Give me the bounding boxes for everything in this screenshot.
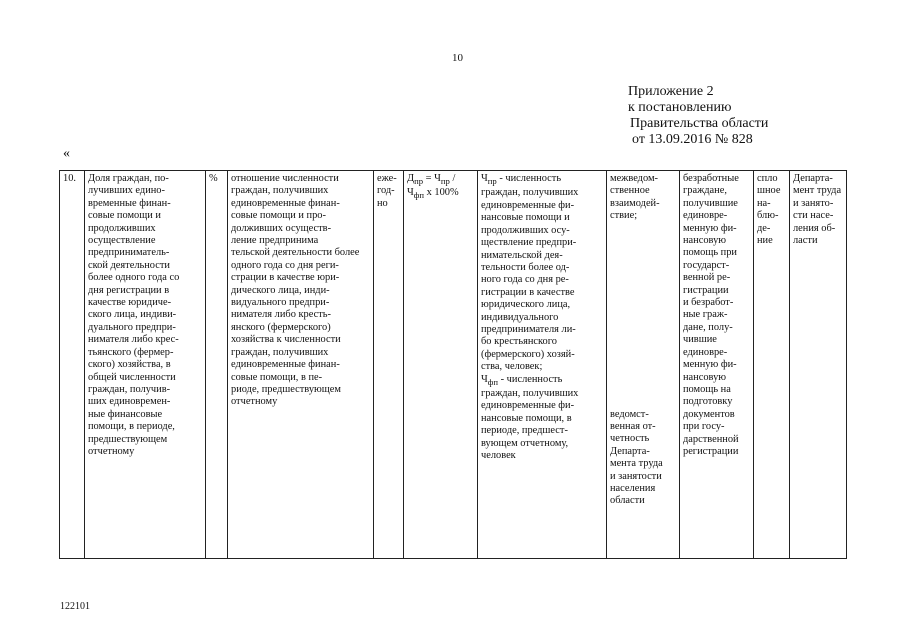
indicator-name-cell: [85, 171, 206, 559]
method-line: Департа-: [610, 445, 650, 457]
definition-cell: [228, 171, 374, 559]
responsible-line: мент труда: [793, 185, 842, 197]
object-line: венной ре-: [683, 272, 731, 284]
variable-a-line: гистрации в качестве: [481, 286, 575, 298]
indicator-name-line: дуального предпри-: [88, 321, 176, 333]
object-line: менную фи-: [683, 359, 737, 371]
object-line: при госу-: [683, 421, 725, 433]
variable-a-line: (фермерского) хозяй-: [481, 348, 575, 360]
object-line: документов: [683, 408, 735, 420]
observation-line: ние: [757, 235, 773, 247]
indicator-table: [59, 170, 847, 559]
indicator-name-line: лучивших едино-: [88, 185, 165, 197]
method-line: четность: [610, 433, 650, 445]
object-line: получившие: [683, 197, 738, 209]
formula: $Д_{пр} = Ч_{пр}$ /: [407, 173, 456, 187]
definition-line: единовременные финан-: [231, 359, 340, 371]
periodicity-line: год-: [377, 185, 395, 197]
object-line: единовре-: [683, 210, 728, 222]
observation-line: блю-: [757, 210, 779, 222]
definition-line: нимателя либо кресть-: [231, 309, 331, 321]
unit-cell: [206, 171, 228, 559]
object-line: помощь на: [683, 383, 731, 395]
row-number-cell: [60, 171, 85, 559]
variable-subscript: пр: [487, 176, 497, 187]
variable-a-line: нансовые помощи и: [481, 212, 570, 224]
definition-line: янского (фермерского): [231, 321, 331, 333]
appendix-government: Правительства области: [630, 116, 769, 131]
indicator-name-line: осуществление: [88, 235, 156, 247]
method-line: области: [610, 495, 645, 507]
table-row: [60, 171, 847, 559]
definition-line: видуального предпри-: [231, 297, 330, 309]
indicator-name-line: совые помощи и: [88, 210, 161, 222]
definition-line: единовременные финан-: [231, 197, 340, 209]
data-method-cell: [607, 171, 680, 559]
variable-a-line: юридического лица,: [481, 299, 571, 311]
method-line: мента труда: [610, 458, 663, 470]
variable-a-description: [481, 173, 604, 374]
indicator-name-line: качестве юридиче-: [88, 297, 172, 309]
observation-cell: [754, 171, 790, 559]
variable-b-line: нансовые помощи, в: [481, 412, 572, 424]
object-line: граждане,: [683, 185, 727, 197]
object-line: и безработ-: [683, 297, 734, 309]
page-number: 10: [452, 52, 463, 64]
indicator-name-line: продолживших: [88, 222, 156, 234]
method-line: межведом-: [610, 173, 659, 184]
object-line: нансовую: [683, 235, 727, 247]
indicator-name-line: общей численности: [88, 371, 176, 383]
variable-a-line: тельности более од-: [481, 261, 570, 273]
definition-line: тельской деятельности более: [231, 247, 360, 259]
variable-b-line: периоде, предшест-: [481, 425, 568, 437]
object-line: гистрации: [683, 284, 729, 296]
variable-b-description: [481, 374, 604, 463]
object-line: помощь при: [683, 247, 737, 259]
variable-b-line: граждан, получивших: [481, 388, 579, 400]
object-cell: [680, 171, 754, 559]
object-line: ные граж-: [683, 309, 728, 321]
object-line: дане, полу-: [683, 321, 733, 333]
responsible-line: ласти: [793, 235, 818, 247]
opening-quote: «: [63, 146, 70, 161]
unit-value: %: [209, 173, 218, 184]
indicator-name-line: тьянского (фермер-: [88, 346, 174, 358]
indicator-name-line: предприниматель-: [88, 247, 170, 259]
responsible-line: и занято-: [793, 197, 834, 209]
definition-line: долживших осуществ-: [231, 222, 332, 234]
definition-line: отношение численности: [231, 173, 339, 184]
object-line: дарственной: [683, 433, 739, 445]
responsible-line: Департа-: [793, 173, 833, 184]
row-number: 10.: [63, 173, 76, 184]
definition-line: граждан, получивших: [231, 185, 329, 197]
indicator-name-line: ные финансовые: [88, 408, 163, 420]
variable-a-line: ного года со дня ре-: [481, 274, 569, 286]
spacer: [610, 223, 677, 409]
indicator-name-line: предшествующем: [88, 433, 168, 445]
responsible-line: сти насе-: [793, 210, 834, 222]
indicator-name-line: граждан, получив-: [88, 383, 171, 395]
indicator-name-line: нимателя либо крес-: [88, 334, 179, 346]
object-line: чившие: [683, 334, 717, 346]
periodicity-line: но: [377, 197, 388, 209]
method-line: ведомст-: [610, 408, 649, 420]
variable-a-line: ществление предпри-: [481, 237, 577, 249]
definition-line: ление предпринима: [231, 235, 319, 247]
definition-line: совые помощи и про-: [231, 210, 326, 222]
indicator-name-line: отчетному: [88, 445, 135, 457]
variable-a-line: предпринимателя ли-: [481, 323, 576, 335]
appendix-title: Приложение 2: [628, 84, 714, 99]
indicator-name-line: дня регистрации в: [88, 284, 170, 296]
method-line: ственное: [610, 185, 650, 197]
periodicity-cell: [374, 171, 404, 559]
method-line: венная от-: [610, 421, 656, 433]
method-interagency: [610, 173, 677, 223]
indicator-name-line: ших единовремен-: [88, 396, 171, 408]
responsible-cell: [790, 171, 847, 559]
object-line: нансовую: [683, 371, 727, 383]
object-line: государст-: [683, 259, 730, 271]
indicator-name-line: ского) хозяйства, в: [88, 359, 171, 371]
definition-line: граждан, получивших: [231, 346, 329, 358]
variable-a-line: единовременные фи-: [481, 199, 575, 211]
indicator-name-line: Доля граждан, по-: [88, 173, 169, 184]
indicator-name-line: ской деятельности: [88, 259, 170, 271]
method-line: населения: [610, 483, 656, 495]
formula-line-2: $Ч_{фп}$ х 100%: [407, 187, 459, 201]
variable-b-line: единовременные фи-: [481, 400, 575, 412]
method-line: взаимодей-: [610, 197, 660, 209]
definition-line: риоде, предшествующем: [231, 383, 341, 395]
variable-a-line: индивидуального: [481, 311, 559, 323]
observation-line: спло: [757, 173, 778, 184]
variable-b-line: человек: [481, 450, 516, 462]
variable-a-line: $Ч_{пр}$ - численность: [481, 173, 562, 187]
responsible-line: ления об-: [793, 222, 836, 234]
indicator-name-line: помощи, в периоде,: [88, 421, 175, 433]
variable-a-line: граждан, получивших: [481, 187, 579, 199]
object-line: единовре-: [683, 346, 728, 358]
definition-line: отчетному: [231, 396, 278, 408]
definition-line: дического лица, инди-: [231, 284, 330, 296]
observation-line: на-: [757, 197, 771, 209]
document-code: 122101: [60, 601, 90, 612]
definition-line: совые помощи, в пе-: [231, 371, 323, 383]
object-line: менную фи-: [683, 222, 737, 234]
variable-b-line: вующем отчетному,: [481, 437, 569, 449]
method-departmental: [610, 409, 677, 508]
observation-line: шное: [757, 185, 781, 197]
variable-a-line: ства, человек;: [481, 361, 543, 373]
periodicity-line: еже-: [377, 173, 397, 184]
method-line: и занятости: [610, 470, 662, 482]
variable-a-line: продолживших осу-: [481, 224, 570, 236]
appendix-header: [628, 84, 768, 148]
object-line: подготовку: [683, 396, 733, 408]
method-line: ствие;: [610, 210, 638, 222]
formula-cell: [404, 171, 478, 559]
indicator-name-line: временные финан-: [88, 197, 171, 209]
appendix-date-number: от 13.09.2016 № 828: [632, 132, 753, 147]
object-line: регистрации: [683, 445, 739, 457]
indicator-name-line: ского лица, индиви-: [88, 309, 177, 321]
indicator-name-line: более одного года со: [88, 272, 180, 284]
variable-b-line: $Ч_{фп}$ - численность: [481, 373, 563, 387]
definition-line: хозяйства к численности: [231, 334, 341, 346]
observation-line: де-: [757, 222, 771, 234]
object-line: безработные: [683, 173, 739, 184]
variable-symbol: Ч: [481, 173, 488, 184]
variables-cell: [478, 171, 607, 559]
variable-a-line: нимательской дея-: [481, 249, 563, 261]
variable-symbol: Ч: [481, 373, 488, 385]
variable-a-line: бо крестьянского: [481, 336, 557, 348]
definition-line: страции в качестве юри-: [231, 272, 340, 284]
definition-line: одного года со дня реги-: [231, 259, 339, 271]
appendix-resolution: к постановлению: [628, 100, 732, 115]
variable-subscript: фп: [487, 376, 499, 387]
